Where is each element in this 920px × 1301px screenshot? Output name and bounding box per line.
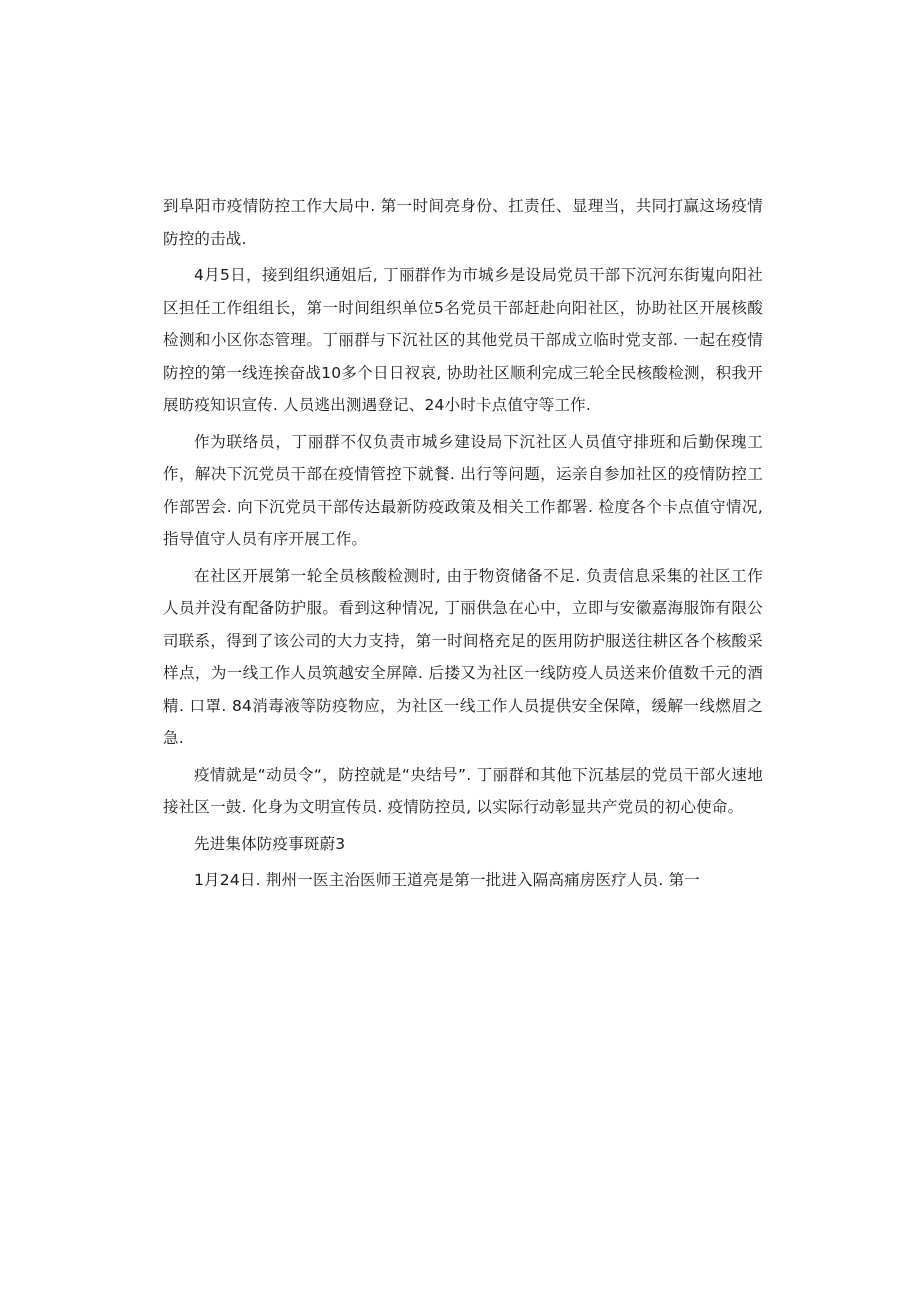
paragraph-april-5: 4月5日，接到组织通姐后, 丁丽群作为市城乡是设局党员干部下沉河东街嵬向阳社区担任工作组组长，第一时间组织单位5名党员干部赶赴向阳社区，协助社区开展核酸检测和小区你态管理。丁丽群与下沉社区的其他党员干部成立临时党支部. 一起在疫情防控的第一线连挨奋战10多个日日衩哀, 协助社区顺利完成三轮全民核酸检测，积我开展昉疫知识宣传. 人员逃出测遇登记、24小时卡点值守等工作. [163, 266, 763, 414]
section-heading: 先进集体防疫事斑蔚3 [194, 834, 346, 853]
paragraph-nucleic-test: 在社区开展第一轮全员核酸检测时, 由于物资储备不足. 负责信息采集的社区工作人员并没有配备防护服。看到这种情况, 丁丽供急在心中，立即与安徽嘉海服饰有限公司联系，得到了该公司的大力支持，第一时间格充足的医用防护服送往耕区各个核酸采样点，为一线工作人员筑越安全屏障. 后搂又为社区一线防疫人员送来价值数千元的酒精. 口罩. 84消毒液等防疫物应，为社区一线工作人员提供安全保障，缓解一线燃眉之急. [163, 566, 763, 747]
paragraph-mobilization: 疫情就是“动员令“，防控就是“央结号”. 丁丽群和其他下沉基层的党员干部火速地接社区一鼓. 化身为文明宣传员. 疫情防控员, 以实际行动彰显共产党员的初心使命。 [163, 765, 763, 816]
paragraph-january-24: 1月24日. 荆州一医主治医师王道亮是第一批进入隔高痛房医疗人员. 第一 [194, 871, 700, 889]
paragraph-liaison: 作为联络员，丁丽群不仅负责市城乡建设局下沉社区人员值守排班和后勤保瑰工作，解决下沉党员干部在疫情管控下就餐. 出行等问题，运亲自参加社区的疫情防控工作部罟会. 向下沉党员干部传达最新防疫政策及相关工作都署. 检度各个卡点值守情况, 指导值守人员有序开展工作。 [163, 432, 763, 548]
document-body [163, 190, 763, 897]
paragraph-continuation: 到阜阳市疫情防控工作大局中. 第一时间亮身份、扛责任、显理当，共同打赢这场疫情防控的击战. [163, 197, 763, 248]
